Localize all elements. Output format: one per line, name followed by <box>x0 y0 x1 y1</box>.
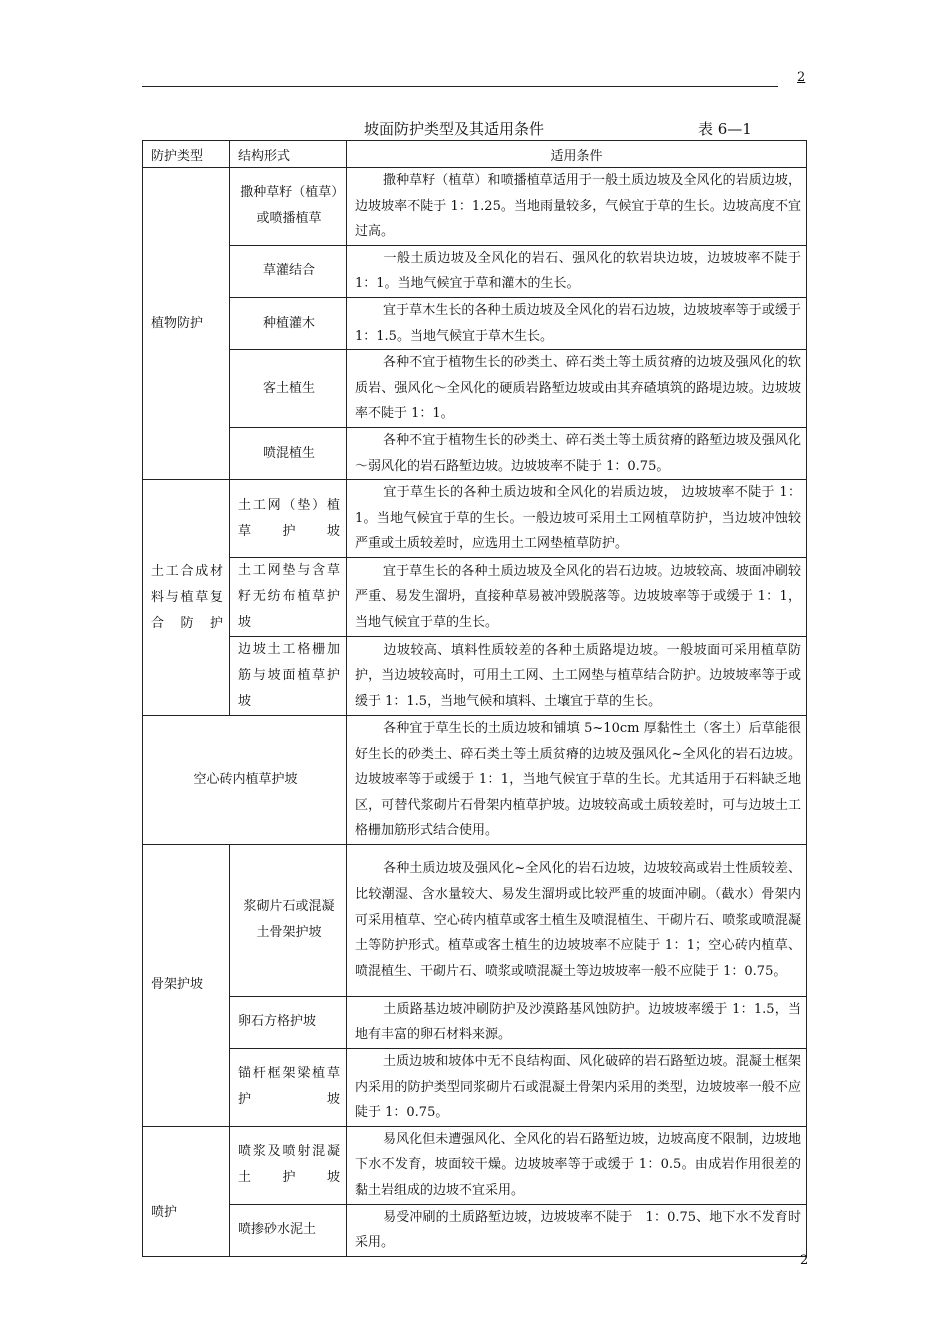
table-number: 表 6—1 <box>698 120 752 138</box>
condition-cell: 边坡较高、填料性质较差的各种土质路堤边坡。一般坡面可采用植草防护，当边坡较高时，可用土工网、土工网垫与植草结合防护。边坡坡率等于或缓于 1：1.5，当地气候和填料、土壤宜于草的生长。 <box>347 636 807 715</box>
table-row <box>143 1049 807 1127</box>
form-cell: 土工网垫与含草籽无纺布植草护坡 <box>230 557 347 636</box>
table-row <box>143 168 807 246</box>
form-cell: 喷浆及喷射混凝土护坡 <box>230 1126 347 1204</box>
condition-cell: 各种宜于草生长的土质边坡和铺填 5~10cm 厚黏性土（客土）后草能很好生长的砂类土、碎石类土等土质贫瘠的边坡及强风化~全风化的岩石边坡。边坡坡率等于或缓于 1：1，当地气候宜于草的生长。尤其适用于石料缺乏地区，可替代浆砌片石骨架内植草护坡。边坡较高或土质较差时，可与边坡土工格栅加筋形式结合使用。 <box>347 715 807 844</box>
table-header-row <box>143 141 807 168</box>
form-cell: 锚杆框架梁植草护坡 <box>230 1049 347 1127</box>
condition-cell: 撒种草籽（植草）和喷播植草适用于一般土质边坡及全风化的岩质边坡，边坡坡率不陡于 1：1.25。当地雨量较多，气候宜于草的生长。边坡高度不宜过高。 <box>347 168 807 246</box>
type-cell-spray: 喷护 <box>143 1126 230 1256</box>
condition-cell: 土质路基边坡冲刷防护及沙漠路基风蚀防护。边坡坡率缓于 1：1.5，当地有丰富的卵石材料来源。 <box>347 996 807 1048</box>
header-page-number: 2 <box>797 70 806 85</box>
condition-cell: 各种土质边坡及强风化~全风化的岩石边坡，边坡较高或岩土性质较差、比较潮湿、含水量较大、易发生溜坍或比较严重的坡面冲刷。（截水）骨架内可采用植草、空心砖内植草或客土植生及喷混植生、干砌片石、喷浆或喷混凝土等防护形式。植草或客土植生的边坡坡率不应陡于 1：1；空心砖内植草、喷混植生、干砌片石、喷浆或喷混凝土等边坡坡率一般不应陡于 1：0.75。 <box>347 844 807 996</box>
condition-cell: 宜于草木生长的各种土质边坡及全风化的岩石边坡，边坡坡率等于或缓于 1：1.5。当地气候宜于草木生长。 <box>347 297 807 349</box>
table-row <box>143 297 807 349</box>
form-cell: 土工网（垫）植草护坡 <box>230 480 347 558</box>
footer-page-number: 2 <box>800 1253 809 1268</box>
form-cell: 种植灌木 <box>230 297 347 349</box>
form-cell: 草灌结合 <box>230 245 347 297</box>
form-cell: 浆砌片石或混凝土骨架护坡 <box>230 844 347 996</box>
condition-cell: 土质边坡和坡体中无不良结构面、风化破碎的岩石路堑边坡。混凝土框架内采用的防护类型同浆砌片石或混凝土骨架内采用的类型，边坡坡率一般不应陡于 1：0.75。 <box>347 1049 807 1127</box>
table-row <box>143 557 807 636</box>
protection-types-table <box>142 140 807 1257</box>
table-row <box>143 1204 807 1256</box>
condition-cell: 各种不宜于植物生长的砂类土、碎石类土等土质贫瘠的边坡及强风化的软质岩、强风化～全风化的硬质岩路堑边坡或由其弃碴填筑的路堤边坡。边坡坡率不陡于 1：1。 <box>347 350 807 428</box>
table-row <box>143 480 807 558</box>
header-rule <box>142 86 778 87</box>
type-cell-frame: 骨架护坡 <box>143 844 230 1126</box>
table-title: 坡面防护类型及其适用条件 <box>364 120 545 138</box>
condition-cell: 易风化但未遭强风化、全风化的岩石路堑边坡，边坡高度不限制，边坡地下水不发育，坡面较干燥。边坡坡率等于或缓于 1：0.5。由成岩作用很差的黏土岩组成的边坡不宜采用。 <box>347 1126 807 1204</box>
table-row <box>143 245 807 297</box>
header-applicable-conditions: 适用条件 <box>347 141 807 168</box>
form-cell: 撒种草籽（植草）或喷播植草 <box>230 168 347 246</box>
condition-cell: 宜于草生长的各种土质边坡和全风化的岩质边坡， 边坡坡率不陡于 1：1。当地气候宜于草的生长。一般边坡可采用土工网植草防护，当边坡冲蚀较严重或土质较差时，应选用土工网垫植草防护。 <box>347 480 807 558</box>
table-row <box>143 636 807 715</box>
table-row <box>143 715 807 844</box>
table-row <box>143 1126 807 1204</box>
form-cell: 边坡土工格栅加筋与坡面植草护坡 <box>230 636 347 715</box>
table-row <box>143 996 807 1048</box>
table-row <box>143 427 807 479</box>
header-structure-form: 结构形式 <box>230 141 347 168</box>
condition-cell: 宜于草生长的各种土质边坡及全风化的岩石边坡。边坡较高、坡面冲刷较严重、易发生溜坍，直接种草易被冲毁脱落等。边坡坡率等于或缓于 1：1，当地气候宜于草的生长。 <box>347 557 807 636</box>
type-cell-geosynthetic: 土工合成材料与植草复合防护 <box>143 480 230 716</box>
form-cell: 客土植生 <box>230 350 347 428</box>
condition-cell: 一般土质边坡及全风化的岩石、强风化的软岩块边坡，边坡坡率不陡于 1：1。当地气候宜于草和灌木的生长。 <box>347 245 807 297</box>
form-cell: 喷混植生 <box>230 427 347 479</box>
table-row <box>143 350 807 428</box>
condition-cell: 各种不宜于植物生长的砂类土、碎石类土等土质贫瘠的路堑边坡及强风化～弱风化的岩石路堑边坡。边坡坡率不陡于 1：0.75。 <box>347 427 807 479</box>
header-protection-type: 防护类型 <box>143 141 230 168</box>
form-cell: 卵石方格护坡 <box>230 996 347 1048</box>
table-caption <box>142 116 806 138</box>
condition-cell: 易受冲刷的土质路堑边坡，边坡坡率不陡于 1：0.75、地下水不发育时采用。 <box>347 1204 807 1256</box>
table-row <box>143 844 807 996</box>
type-cell-plant: 植物防护 <box>143 168 230 480</box>
type-cell-hollow-brick: 空心砖内植草护坡 <box>143 715 347 844</box>
form-cell: 喷掺砂水泥土 <box>230 1204 347 1256</box>
